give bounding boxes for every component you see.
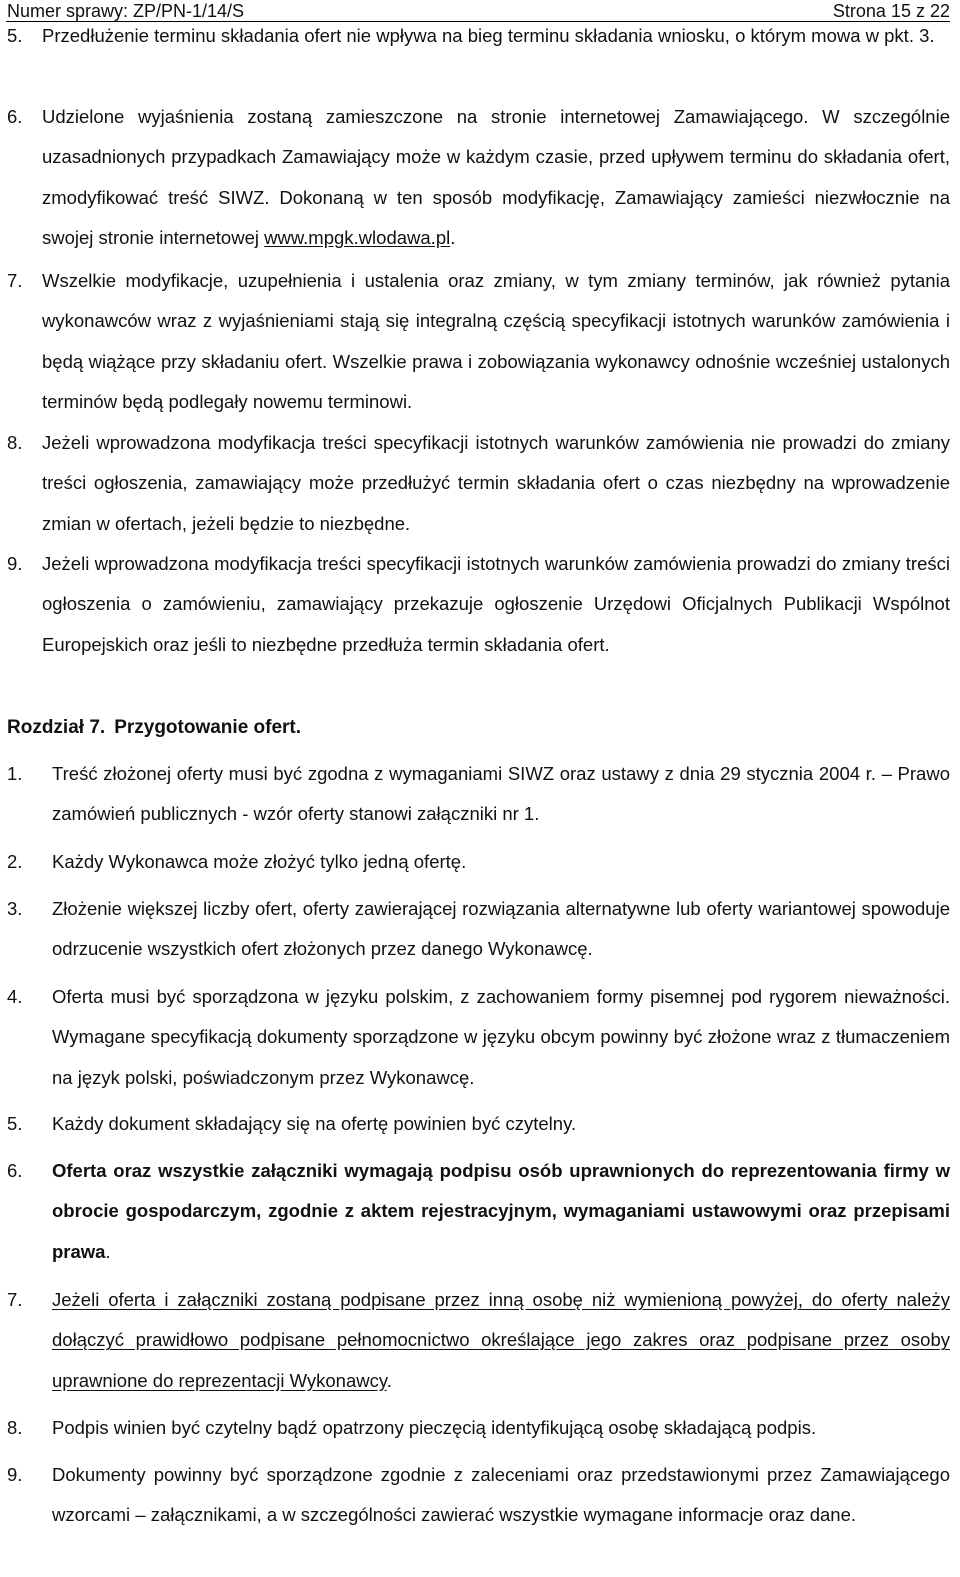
item-text: Jeżeli wprowadzona modyfikacja treści specyfikacji istotnych warunków zamówienia prowadzi do zmiany treści ogłoszenia o zamówieniu, zamawiający przekazuje ogłoszenie Urzędowi Oficjalnych Publikacji Wspólnot Europejskich oraz jeśli to niezbędne przedłuża termin składania ofert. xyxy=(42,553,950,655)
item-number: 1. xyxy=(7,763,23,784)
list-item xyxy=(7,1408,950,1448)
chapter-label: Rozdział 7. xyxy=(7,717,106,738)
item-number: 6. xyxy=(7,106,23,127)
item-text: Podpis winien być czytelny bądź opatrzony pieczęcią identyfikującą osobę składającą podpis. xyxy=(52,1417,817,1438)
item-number: 6. xyxy=(7,1160,23,1181)
item-number: 3. xyxy=(7,898,23,919)
list-item xyxy=(7,754,950,835)
item-text: Treść złożonej oferty musi być zgodna z wymaganiami SIWZ oraz ustawy z dnia 29 stycznia 2004 r. – Prawo zamówień publicznych - wzór oferty stanowi załączniki nr 1. xyxy=(52,763,950,825)
item-text-bold: Oferta oraz wszystkie załączniki wymagają podpisu osób uprawnionych do reprezentowania firmy w obrocie gospodarczym, zgodnie z aktem rejestracyjnym, wymaganiami ustawowymi oraz przepisami prawa xyxy=(52,1160,950,1262)
list-item xyxy=(7,1455,950,1536)
list-item xyxy=(7,97,950,258)
item-number: 7. xyxy=(7,1289,23,1310)
item-number: 8. xyxy=(7,432,23,453)
item-text: Dokumenty powinny być sporządzone zgodnie z zaleceniami oraz przedstawionymi przez Zamawiającego wzorcami – załącznikami, a w szczególności zawierać wszystkie wymagane informacje oraz dane. xyxy=(52,1464,950,1526)
list-item xyxy=(7,842,950,882)
item-text: Każdy Wykonawca może złożyć tylko jedną ofertę. xyxy=(52,851,467,872)
list-item xyxy=(7,544,950,665)
item-text: Złożenie większej liczby ofert, oferty zawierającej rozwiązania alternatywne lub oferty wariantowej spowoduje odrzucenie wszystkich ofert złożonych przez danego Wykonawcę. xyxy=(52,898,950,960)
item-number: 8. xyxy=(7,1417,23,1438)
item-number: 5. xyxy=(7,25,23,46)
item-number: 2. xyxy=(7,851,23,872)
list-item xyxy=(7,1151,950,1272)
list-item xyxy=(7,977,950,1098)
chapter-title: Przygotowanie ofert. xyxy=(114,717,302,738)
list-item xyxy=(7,423,950,544)
website-link[interactable]: www.mpgk.wlodawa.pl xyxy=(264,226,451,248)
item-number: 4. xyxy=(7,986,23,1007)
page-number: Strona 15 z 22 xyxy=(832,1,950,21)
item-text-end: . xyxy=(450,226,456,248)
item-text: Wszelkie modyfikacje, uzupełnienia i ustalenia oraz zmiany, w tym zmiany terminów, jak również pytania wykonawców wraz z wyjaśnieniami stają się integralną częścią specyfikacji istotnych warunków zamówienia i będą wiążące przy składaniu ofert. Wszelkie prawa i zobowiązania wykonawcy odnośnie wcześniej ustalonych terminów będą podlegały nowemu terminowi. xyxy=(42,270,950,412)
item-text: Przedłużenie terminu składania ofert nie wpływa na bieg terminu składania wniosku, o którym mowa w pkt. 3. xyxy=(42,25,935,46)
item-text: Każdy dokument składający się na ofertę powinien być czytelny. xyxy=(52,1113,577,1134)
list-item xyxy=(7,1104,950,1144)
item-number: 7. xyxy=(7,270,23,291)
item-number: 9. xyxy=(7,1464,23,1485)
item-text: Jeżeli wprowadzona modyfikacja treści specyfikacji istotnych warunków zamówienia nie prowadzi do zmiany treści ogłoszenia, zamawiający może przedłużyć termin składania ofert o czas niezbędny na wprowadzenie zmian w ofertach, jeżeli będzie to niezbędne. xyxy=(42,432,950,534)
item-number: 9. xyxy=(7,553,23,574)
item-number: 5. xyxy=(7,1113,23,1134)
item-text-end: . xyxy=(105,1240,111,1262)
list-item xyxy=(7,889,950,970)
case-number: Numer sprawy: ZP/PN-1/14/S xyxy=(7,1,245,21)
list-item xyxy=(7,1280,950,1401)
list-item xyxy=(7,261,950,422)
item-text-end: . xyxy=(386,1369,392,1391)
chapter-heading xyxy=(7,708,301,748)
list-item xyxy=(7,16,950,56)
item-text: Udzielone wyjaśnienia zostaną zamieszczone na stronie internetowej Zamawiającego. W szczególnie uzasadnionych przypadkach Zamawiający może w każdym czasie, przed upływem terminu do składania ofert, zmodyfikować treść SIWZ. Dokonaną w ten sposób modyfikację, Zamawiający zamieści niezwłocznie na swojej stronie internetowej xyxy=(42,106,950,248)
item-text: Oferta musi być sporządzona w języku polskim, z zachowaniem formy pisemnej pod rygorem nieważności. Wymagane specyfikacją dokumenty sporządzone w języku obcym powinny być złożone wraz z tłumaczeniem na język polski, poświadczonym przez Wykonawcę. xyxy=(52,986,950,1088)
item-text-underlined: Jeżeli oferta i załączniki zostaną podpisane przez inną osobę niż wymienioną powyżej, do oferty należy dołączyć prawidłowo podpisane pełnomocnictwo określające jego zakres oraz podpisane przez osoby uprawnione do reprezentacji Wykonawcy xyxy=(52,1289,950,1391)
